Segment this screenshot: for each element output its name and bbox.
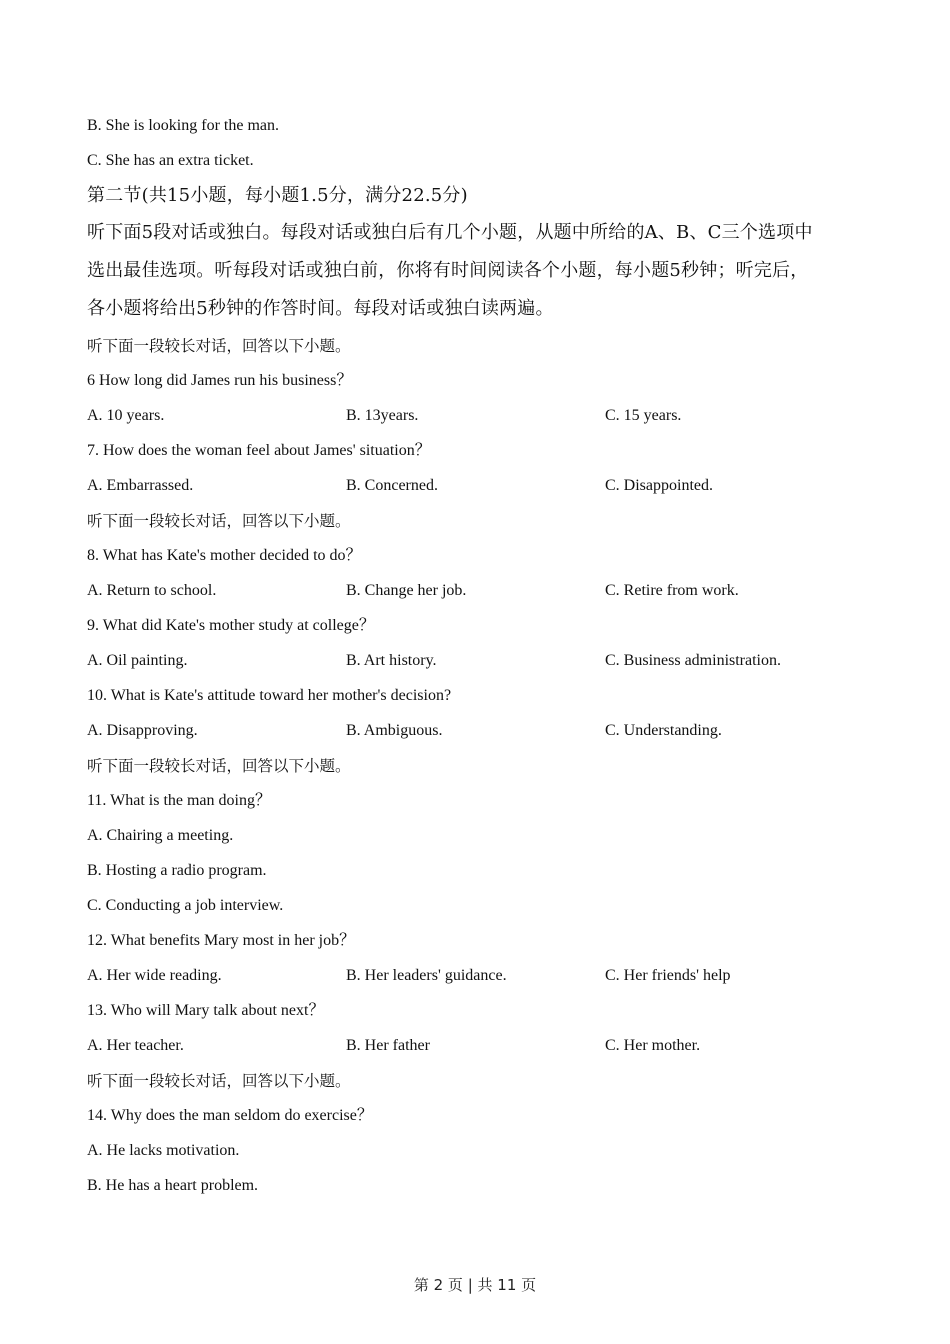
question: 7. How does the woman feel about James' situation？ — [87, 442, 431, 459]
option-c: C. Understanding. — [605, 722, 722, 739]
option-c: C. Retire from work. — [605, 582, 739, 599]
option-a: A. Her wide reading. — [87, 967, 222, 984]
option-a: A. He lacks motivation. — [87, 1142, 240, 1159]
option-a: A. Her teacher. — [87, 1037, 184, 1054]
question: 13. Who will Mary talk about next？ — [87, 1002, 325, 1019]
option-b: B. Concerned. — [346, 477, 438, 494]
question: 6 How long did James run his business？ — [87, 372, 353, 389]
direction: 听下面一段较长对话，回答以下小题。 — [87, 337, 351, 355]
question: 14. Why does the man seldom do exercise？ — [87, 1107, 373, 1124]
option-c: C. Her friends' help — [605, 967, 731, 984]
option-c: C. Business administration. — [605, 652, 781, 669]
instructions: 选出最佳选项。听每段对话或独白前，你将有时间阅读各个小题，每小题5秒钟；听完后， — [87, 260, 809, 281]
instructions: 各小题将给出5秒钟的作答时间。每段对话或独白读两遍。 — [87, 298, 554, 319]
option-b: B. Her leaders' guidance. — [346, 967, 507, 984]
option-b: B. 13years. — [346, 407, 419, 424]
question: 11. What is the man doing？ — [87, 792, 271, 809]
option-c: C. Conducting a job interview. — [87, 897, 284, 914]
option-a: A. Chairing a meeting. — [87, 827, 234, 844]
direction: 听下面一段较长对话，回答以下小题。 — [87, 1072, 351, 1090]
direction: 听下面一段较长对话，回答以下小题。 — [87, 512, 351, 530]
option-c: C. Her mother. — [605, 1037, 701, 1054]
question: 9. What did Kate's mother study at college？ — [87, 617, 375, 634]
question: 12. What benefits Mary most in her job？ — [87, 932, 356, 949]
instructions: 听下面5段对话或独白。每段对话或独白后有几个小题，从题中所给的A、B、C三个选项中 — [87, 222, 813, 243]
section-heading: 第二节(共15小题，每小题1.5分，满分22.5分) — [87, 185, 468, 206]
question: 10. What is Kate's attitude toward her mother's decision? — [87, 687, 452, 704]
page-number-footer: 第 2 页 | 共 11 页 — [413, 1276, 537, 1294]
option-a: A. 10 years. — [87, 407, 165, 424]
option-a: A. Oil painting. — [87, 652, 188, 669]
option-a: A. Return to school. — [87, 582, 217, 599]
option-text: C. She has an extra ticket. — [87, 152, 254, 169]
option-text: B. She is looking for the man. — [87, 117, 279, 134]
question: 8. What has Kate's mother decided to do？ — [87, 547, 362, 564]
option-c: C. Disappointed. — [605, 477, 713, 494]
option-b: B. Change her job. — [346, 582, 467, 599]
option-a: A. Disapproving. — [87, 722, 198, 739]
direction: 听下面一段较长对话，回答以下小题。 — [87, 757, 351, 775]
option-c: C. 15 years. — [605, 407, 682, 424]
option-b: B. Ambiguous. — [346, 722, 443, 739]
option-b: B. Art history. — [346, 652, 437, 669]
option-a: A. Embarrassed. — [87, 477, 194, 494]
option-b: B. Her father — [346, 1037, 430, 1054]
option-b: B. He has a heart problem. — [87, 1177, 259, 1194]
option-b: B. Hosting a radio program. — [87, 862, 267, 879]
